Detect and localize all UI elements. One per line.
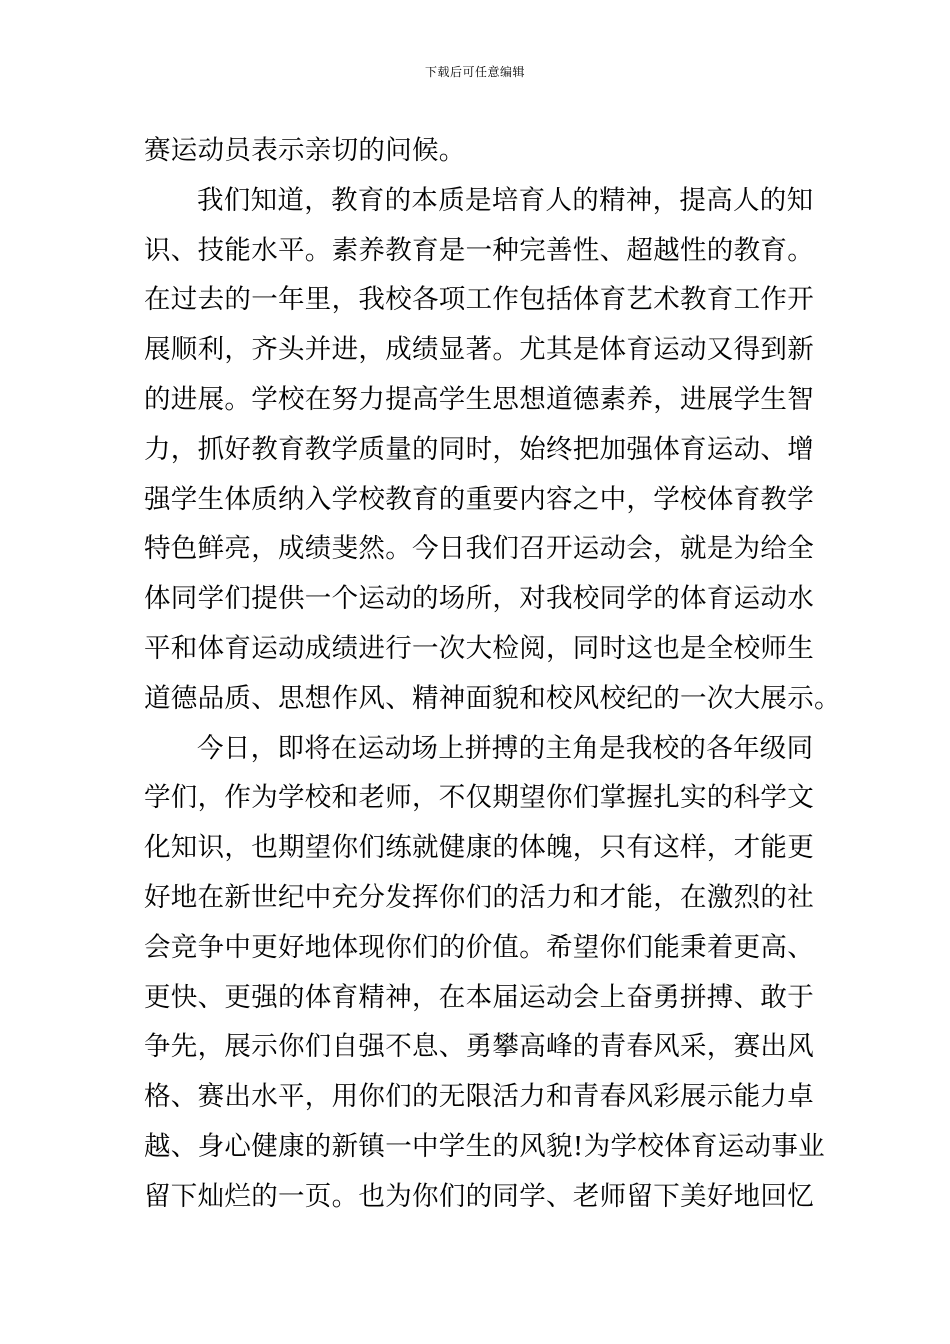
text-line: 在过去的一年里，我校各项工作包括体育艺术教育工作开 bbox=[144, 284, 814, 316]
text-line: 学们，作为学校和老师，不仅期望你们掌握扎实的科学文 bbox=[144, 782, 814, 814]
text-line: 我们知道，教育的本质是培育人的精神，提高人的知 bbox=[197, 184, 814, 216]
text-line: 体同学们提供一个运动的场所，对我校同学的体育运动水 bbox=[144, 583, 814, 615]
text-line: 平和体育运动成绩进行一次大检阅，同时这也是全校师生 bbox=[144, 632, 814, 664]
text-line: 力，抓好教育教学质量的同时，始终把加强体育运动、增 bbox=[144, 433, 814, 465]
text-line: 展顺利，齐头并进，成绩显著。尤其是体育运动又得到新 bbox=[144, 334, 814, 366]
text-line: 强学生体质纳入学校教育的重要内容之中，学校体育教学 bbox=[144, 483, 814, 515]
text-line: 道德品质、思想作风、精神面貌和校风校纪的一次大展示。 bbox=[144, 682, 841, 714]
text-line: 化知识，也期望你们练就健康的体魄，只有这样，才能更 bbox=[144, 832, 814, 864]
text-line: 赛运动员表示亲切的问候。 bbox=[144, 135, 466, 166]
text-line: 会竞争中更好地体现你们的价值。希望你们能秉着更高、 bbox=[144, 931, 814, 963]
text-line: 今日，即将在运动场上拼搏的主角是我校的各年级同 bbox=[197, 732, 814, 764]
text-line: 识、技能水平。素养教育是一种完善性、超越性的教育。 bbox=[144, 234, 814, 266]
text-line: 更快、更强的体育精神，在本届运动会上奋勇拼搏、敢于 bbox=[144, 981, 814, 1013]
page-header: 下载后可任意编辑 bbox=[424, 65, 525, 79]
text-line: 争先，展示你们自强不息、勇攀高峰的青春风采，赛出风 bbox=[144, 1031, 814, 1063]
text-line: 格、赛出水平，用你们的无限活力和青春风彩展示能力卓 bbox=[144, 1081, 814, 1113]
text-line: 的进展。学校在努力提高学生思想道德素养，进展学生智 bbox=[144, 383, 814, 415]
text-line: 特色鲜亮，成绩斐然。今日我们召开运动会，就是为给全 bbox=[144, 533, 814, 565]
document-body bbox=[144, 126, 841, 1222]
text-line: 好地在新世纪中充分发挥你们的活力和才能，在激烈的社 bbox=[144, 881, 814, 913]
text-line: 留下灿烂的一页。也为你们的同学、老师留下美好地回忆 bbox=[144, 1180, 814, 1212]
text-line: 越、身心健康的新镇一中学生的风貌!为学校体育运动事业 bbox=[144, 1130, 825, 1162]
